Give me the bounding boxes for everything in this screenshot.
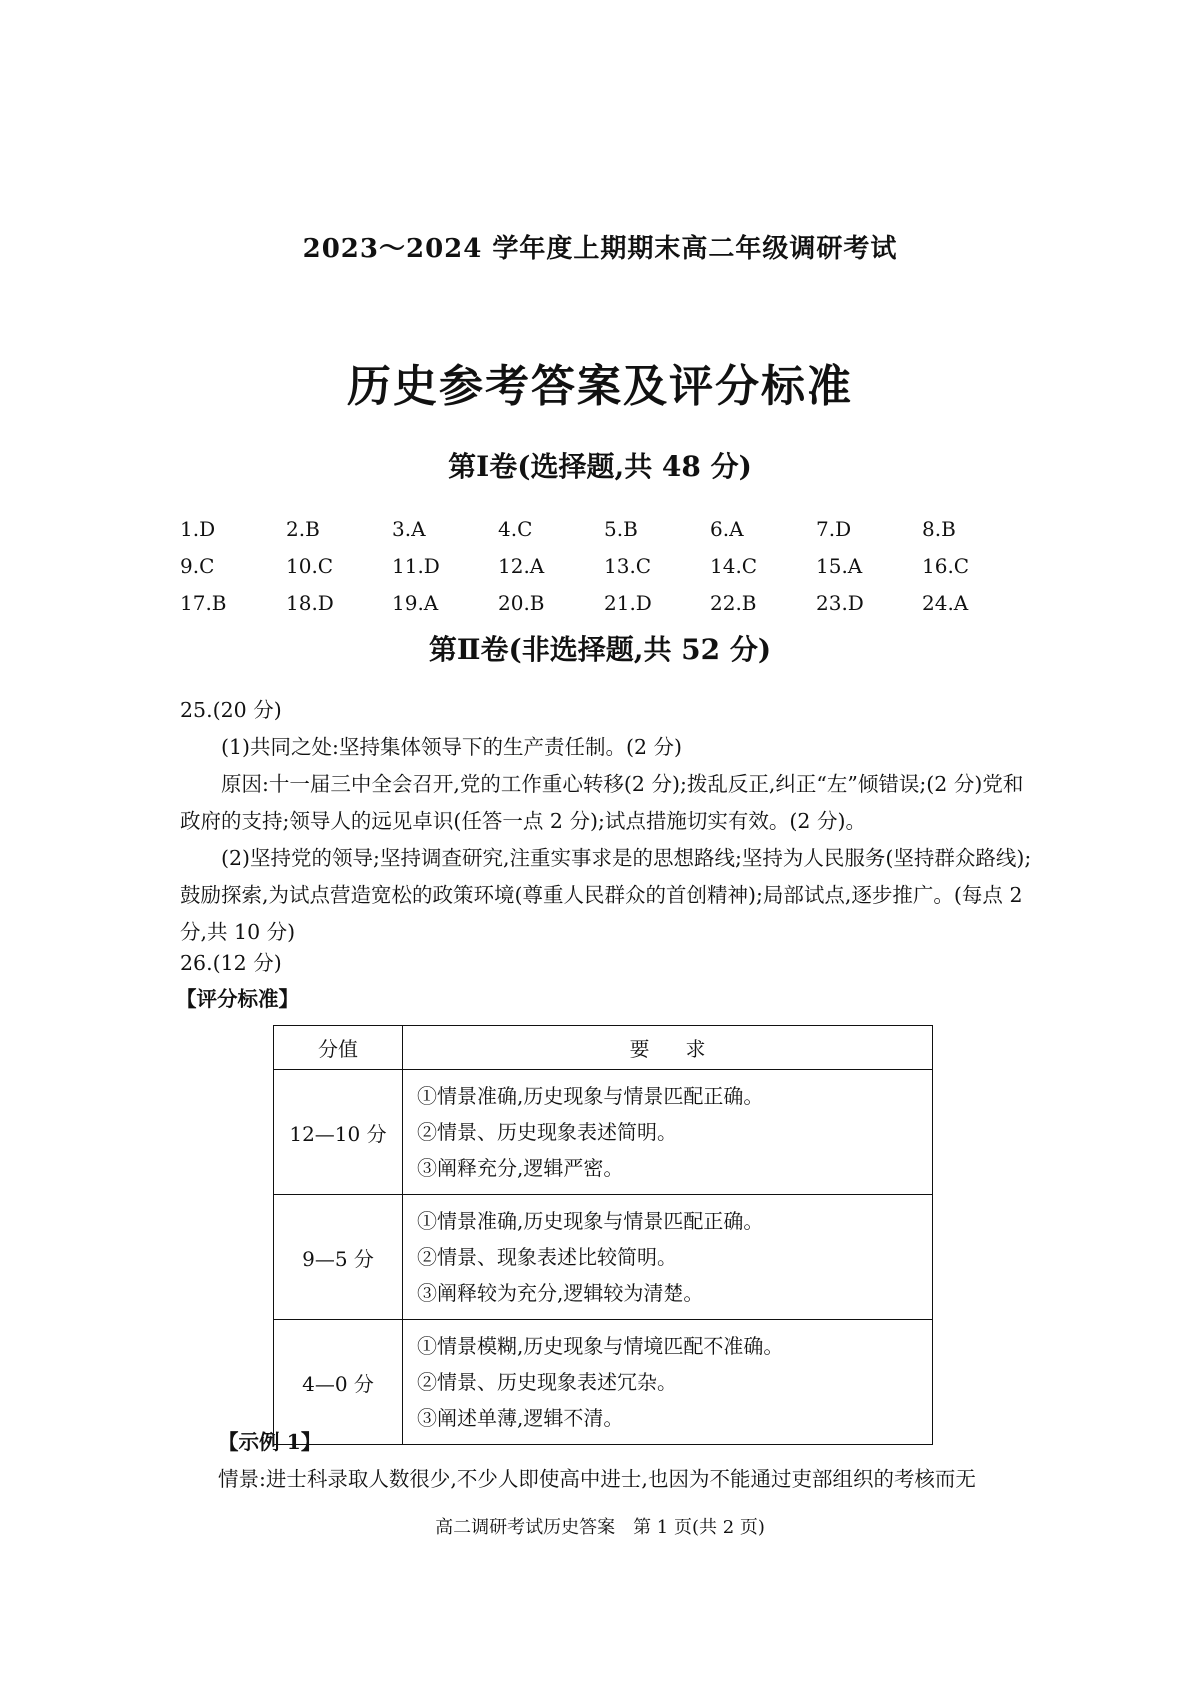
- table-row: [274, 1070, 933, 1195]
- answer-item: 2.B: [286, 516, 320, 541]
- score-range: 4—0 分: [274, 1320, 403, 1445]
- answer-row: [180, 584, 1060, 621]
- answer-item: 15.A: [816, 553, 863, 578]
- exam-title: 2023～2024 学年度上期期末高二年级调研考试: [302, 234, 898, 264]
- rubric-table: [273, 1025, 933, 1445]
- answer-item: 17.B: [180, 590, 227, 615]
- answer-item: 22.B: [710, 590, 757, 615]
- answer-item: 7.D: [816, 516, 852, 541]
- requirements-cell: [403, 1195, 933, 1320]
- answer-row: [180, 510, 1060, 547]
- page-title: 历史参考答案及评分标准: [347, 361, 853, 412]
- answer-item: 16.C: [922, 553, 970, 578]
- answer-item: 9.C: [180, 553, 215, 578]
- requirements-cell: [403, 1070, 933, 1195]
- example-label: 【示例 1】: [218, 1430, 322, 1454]
- requirements-cell: [403, 1320, 933, 1445]
- answer-item: 5.B: [604, 516, 638, 541]
- table-row: [274, 1320, 933, 1445]
- table-row: [274, 1195, 933, 1320]
- requirement-item: ①情景准确,历史现象与情景匹配正确。: [417, 1084, 764, 1108]
- answer-item: 1.D: [180, 516, 216, 541]
- requirement-item: ①情景准确,历史现象与情景匹配正确。: [417, 1209, 764, 1233]
- score-range: 9—5 分: [274, 1195, 403, 1320]
- column-header-label: 要求: [629, 1037, 742, 1061]
- score-range: 12—10 分: [274, 1070, 403, 1195]
- answer-item: 4.C: [498, 516, 533, 541]
- column-header-score: 分值: [274, 1026, 403, 1070]
- answer-item: 14.C: [710, 553, 758, 578]
- section2-title: 第Ⅱ卷(非选择题,共 52 分): [428, 633, 772, 666]
- answer-item: 21.D: [604, 590, 652, 615]
- question-heading: 26.(12 分): [180, 951, 282, 975]
- choice-answer-grid: [180, 510, 1060, 621]
- table-header-row: [274, 1026, 933, 1070]
- answer-item: 6.A: [710, 516, 744, 541]
- section1-title: 第Ⅰ卷(选择题,共 48 分): [448, 450, 752, 483]
- answer-item: 13.C: [604, 553, 652, 578]
- answer-item: 10.C: [286, 553, 334, 578]
- answer-row: [180, 547, 1060, 584]
- answer-item: 24.A: [922, 590, 969, 615]
- requirement-item: ②情景、历史现象表述冗杂。: [417, 1370, 677, 1394]
- question-heading: 25.(20 分): [180, 698, 282, 722]
- answer-item: 8.B: [922, 516, 956, 541]
- scoring-standard-label: 【评分标准】: [176, 987, 299, 1011]
- column-header-requirements: [403, 1026, 933, 1070]
- answer-paragraph: 原因:十一届三中全会召开,党的工作重心转移(2 分);拨乱反正,纠正“左”倾错误;(2 分)党和政府的支持;领导人的远见卓识(任答一点 2 分);试点措施切实有效。(2 分)。: [180, 772, 1024, 833]
- requirement-item: ③阐释较为充分,逻辑较为清楚。: [417, 1281, 704, 1305]
- page-footer: 高二调研考试历史答案 第 1 页(共 2 页): [435, 1517, 765, 1538]
- answer-item: 3.A: [392, 516, 426, 541]
- example-text: 情景:进士科录取人数很少,不少人即使高中进士,也因为不能通过吏部组织的考核而无: [218, 1467, 976, 1491]
- answer-item: 11.D: [392, 553, 440, 578]
- answer-paragraph: (1)共同之处:坚持集体领导下的生产责任制。(2 分): [221, 735, 682, 759]
- requirement-item: ③阐述单薄,逻辑不清。: [417, 1406, 624, 1430]
- answer-item: 20.B: [498, 590, 545, 615]
- requirement-item: ②情景、现象表述比较简明。: [417, 1245, 677, 1269]
- answer-item: 18.D: [286, 590, 334, 615]
- requirement-item: ①情景模糊,历史现象与情境匹配不准确。: [417, 1334, 784, 1358]
- question-25: [180, 692, 1036, 951]
- answer-item: 23.D: [816, 590, 864, 615]
- requirement-item: ②情景、历史现象表述简明。: [417, 1120, 677, 1144]
- answer-item: 19.A: [392, 590, 439, 615]
- answer-paragraph: (2)坚持党的领导;坚持调查研究,注重实事求是的思想路线;坚持为人民服务(坚持群众路线);鼓励探索,为试点营造宽松的政策环境(尊重人民群众的首创精神);局部试点,逐步推广。(每点 2 分,共 10 分): [180, 846, 1032, 944]
- requirement-item: ③阐释充分,逻辑严密。: [417, 1156, 624, 1180]
- answer-item: 12.A: [498, 553, 545, 578]
